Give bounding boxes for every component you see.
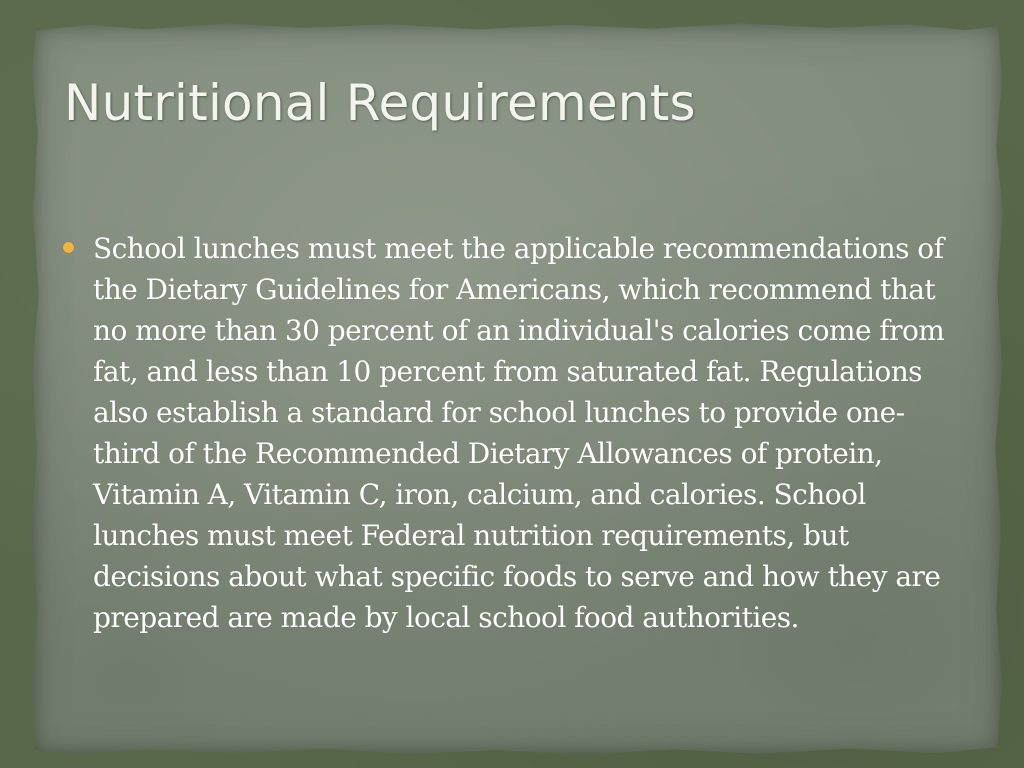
- bullet-text: School lunches must meet the applicable recommendations of the Dietary Guidelines for Americans, which recommend that no more than 30 percent of an individual's calories come from fat, and less than 10 percent from saturated fat. Regulations also establish a standard for school lunches to provide one-third of the Recommended Dietary Allowances of protein, Vitamin A, Vitamin C, iron, calcium, and calories. School lunches must meet Federal nutrition requirements, but decisions about what specific foods to serve and how they are prepared are made by local school food authorities.: [93, 232, 945, 634]
- slide-title: Nutritional Requirements: [64, 74, 696, 132]
- bullet-item: [60, 228, 970, 638]
- bullet-dot-icon: [63, 242, 74, 253]
- slide-body: [60, 228, 970, 638]
